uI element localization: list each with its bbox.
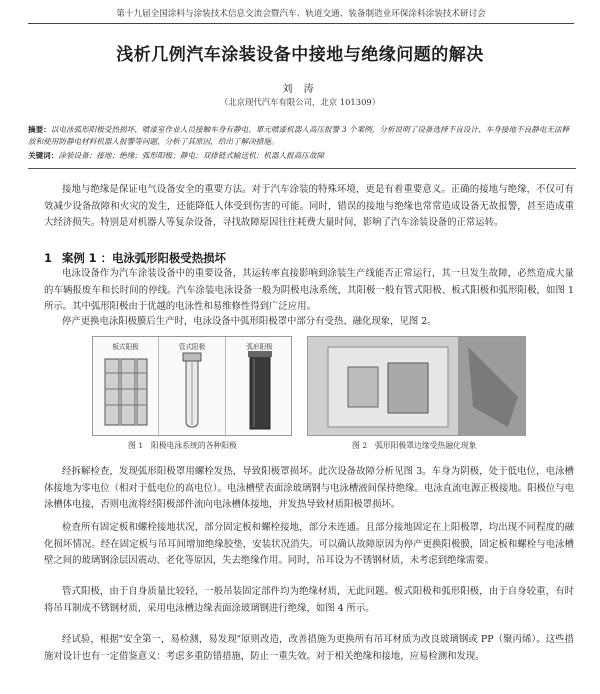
affiliation: （北京现代汽车有限公司，北京 101309） [219, 97, 381, 107]
section1-paragraph-2: 停产更换电泳阳极膜后生产时，电泳设备中弧形阳极罩中部分有受热、融化现象，见图 2。 [62, 316, 437, 327]
keywords-text: 涂装设备；接地；绝缘；弧形阳极；静电；双排链式输送机；机器人报高压故障 [58, 151, 325, 160]
section-number: 1 [44, 251, 52, 265]
keywords [28, 150, 576, 162]
figure-1-caption: 图 1 阳极电泳系统的各种阳极 [128, 441, 237, 450]
tube-anode-label: 管式阳极 [178, 343, 206, 351]
arc-anode-panel [226, 337, 293, 437]
figure-2-caption: 图 2 弧形阳极罩边缘受热融化现象 [352, 441, 477, 450]
plate-anode-panel [93, 337, 159, 437]
section1-paragraph-1: 电泳设备作为汽车涂装设备中的重要设备，其运转率直接影响到涂装生产线能否正常运行，其一旦发生故障，必然造成大量的车辆报废车和长时间的停线。汽车涂装电泳设备一般为阴极电泳系统，其阳极一般有管式阳极、板式阳极和弧形阳极，如图 1 所示。其中弧形阳极由于优越的电泳性和易维修性得到广泛应用。 [44, 268, 574, 312]
section-heading [44, 250, 226, 266]
figure-1-anodes [92, 336, 292, 436]
intro-paragraph: 接地与绝缘是保证电气设备安全的重要方法。对于汽车涂装的特殊环境，更是有着重要意义。正确的接地与绝缘，不仅可有效减少设备故障和火灾的发生，还能降低人体受到伤害的可能。同时，错误的接地与绝缘也常常造成设备无故报警，甚至造成重大经济损失。特别是对机器人等复杂设备，寻找故障原因往往耗费大量时间，影响了汽车涂装设备的正常运转。 [44, 184, 574, 228]
divider [28, 168, 576, 169]
figures [92, 336, 526, 436]
abstract-label: 摘要： [28, 125, 51, 134]
abstract-text: 以电泳弧形阳极受热损坏、喷漆室作业人员接触车身有静电、單元喷漆机器人高压报警 3 个案例，分析说明了设备选择不良设计、车身接地不良静电无法释放和使用防静电材料机器人报警等问题，分析了其原因，给出了解决措施。 [28, 125, 570, 146]
arc-anode-label: 弧形阳极 [246, 343, 273, 351]
author: 刘 涛 [282, 84, 318, 95]
plate-anode-drawing [93, 337, 159, 437]
running-header: 第十九届全国涂料与涂装技术信息交流会暨汽车、轨道交通、装备制造业环保涂料涂装技术研讨会 [28, 6, 574, 24]
body-paragraph-2: 检查所有固定板和螺栓接地状况，部分固定板和螺栓接地，部分未连通。且部分接地固定在上阳极罩，均出现不同程度的融化损坏情况。经在固定板与吊耳间增加绝缘胶垫，安装状况消失。可以确认故障原因为停产更换阳极膜，固定板和螺栓与电泳槽壁之间的玻璃钢涂层因震动、老化等原因，失去绝缘作用。同时，吊耳设为不锈钢材质，未考虑到绝缘需要。 [44, 522, 574, 566]
tube-anode-panel [159, 337, 226, 437]
abstract [28, 124, 576, 148]
arc-anode-drawing [226, 337, 293, 437]
body-paragraph-4: 经试验，根据"安全第一，易检测，易发现"原则改造，改善措施为更换所有吊耳材质为改良玻璃钢或 PP（聚丙烯）。这些措施对设计也有一定借鉴意义：考虑多重防错措施，防止一重失效。对于相关绝缘和接地，应易检测和发现。 [44, 634, 574, 662]
body-paragraph-3: 管式阳极，由于自身质量比较轻，一般吊装固定部件均为绝缘材质，无此问题。板式阳极和弧形阳极，由于自身较重，有时将吊耳制成不锈钢材质，采用电泳槽边缘表面涂玻璃钢进行绝缘，如图 4 所示。 [44, 586, 574, 614]
section-title: 案例 1 ：电泳弧形阳极受热损坏 [61, 251, 226, 265]
paper-title: 浅析几例汽车涂装设备中接地与绝缘问题的解决 [116, 45, 484, 65]
plate-anode-label: 板式阳极 [112, 343, 139, 351]
keywords-label: 关键词： [28, 151, 59, 160]
figure-2-photo [307, 336, 526, 436]
melted-shield-photo [308, 337, 526, 436]
tube-anode-drawing [159, 337, 226, 437]
body-paragraph-1: 经拆解检查，发现弧形阳极罩用螺栓发热，导致阳极罩损坏。此次设备故障分析见图 3。车身为阴极，处于低电位，电泳槽体接地为零电位（相对于低电位的高电位）。电泳槽壁表面涂玻璃钢与电泳槽液间保持绝缘。电泳直流电源正极接地。阳极位与电泳槽体电接，否则电流将经阳极部件流向电泳槽体接地，并发热导致材质阳极罩损坏。 [44, 466, 574, 510]
